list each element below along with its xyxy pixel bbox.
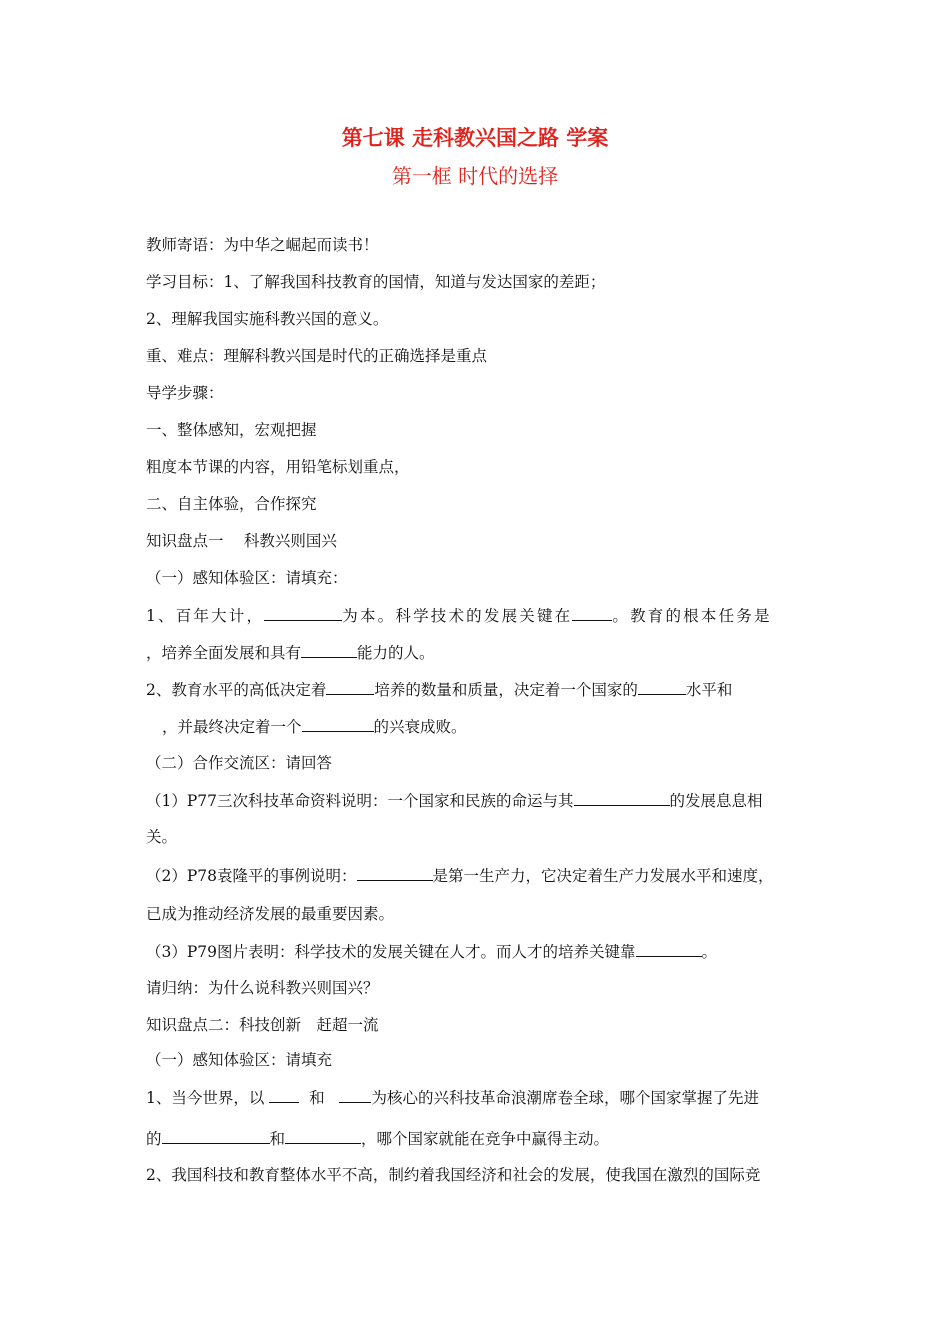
text-span: ，培养全面发展和具有 — [146, 644, 302, 662]
statement-2-line: 2、我国科技和教育整体水平不高，制约着我国经济和社会的发展，使我国在激烈的国际竞 — [146, 1166, 761, 1184]
fill-blank[interactable] — [285, 1127, 361, 1144]
text-span: 的 — [146, 1130, 162, 1148]
knowledge-1-title: 知识盘点一 科教兴则国兴 — [146, 532, 337, 550]
answer-2-line-2: 已成为推动经济发展的最重要因素。 — [146, 905, 395, 923]
statement-1-line-2 — [146, 1127, 822, 1150]
answer-3-line — [146, 940, 822, 963]
goal-line-1: 学习目标：1、了解我国科技教育的国情，知道与发达国家的差距； — [146, 273, 606, 291]
part1-text: 粗度本节课的内容，用铅笔标划重点， — [146, 458, 410, 476]
fill-blank[interactable] — [636, 940, 702, 957]
text-span: ，哪个国家就能在竞争中赢得主动。 — [361, 1130, 610, 1148]
part2-heading: 二、自主体验，合作探究 — [146, 495, 317, 513]
page-subtitle: 第一框 时代的选择 — [391, 164, 559, 188]
text-span: 的兴衰成败。 — [373, 718, 467, 736]
fill-blank[interactable] — [357, 864, 433, 881]
k1-zone1-heading: （一）感知体验区：请填充： — [146, 569, 348, 587]
statement-1-line — [146, 1086, 822, 1109]
goal-line-2: 2、理解我国实施科教兴国的意义。 — [146, 310, 389, 328]
steps-heading: 导学步骤： — [146, 384, 224, 402]
knowledge-2-title: 知识盘点二：科技创新 赶超一流 — [146, 1016, 379, 1034]
answer-1-line — [146, 789, 822, 812]
answer-2-line — [146, 864, 822, 887]
text-span: 。教育的根本任务是 — [612, 607, 772, 625]
text-span: 的发展息息相 — [669, 792, 763, 810]
fill-blank[interactable] — [638, 678, 686, 695]
text-span: 水平和 — [685, 681, 733, 699]
fill-blank[interactable] — [326, 678, 374, 695]
text-span: （2）P78袁隆平的事例说明： — [146, 867, 357, 885]
text-span: 为核心的兴科技革命浪潮席卷全球，哪个国家掌握了先进 — [371, 1089, 759, 1107]
fill-blank[interactable] — [572, 604, 612, 621]
page-title: 第七课 走科教兴国之路 学案 — [341, 126, 609, 150]
question-2-line — [146, 678, 822, 701]
text-span: 和 — [269, 1130, 286, 1148]
text-span: （1）P77三次科技革命资料说明：一个国家和民族的命运与其 — [146, 792, 574, 810]
k1-zone2-heading: （二）合作交流区：请回答 — [146, 754, 333, 772]
fill-blank[interactable] — [264, 604, 342, 621]
text-span: 是第一生产力，它决定着生产力发展水平和速度， — [432, 867, 774, 885]
part1-heading: 一、整体感知，宏观把握 — [146, 421, 317, 439]
question-2-line-2 — [162, 715, 822, 738]
summary-prompt: 请归纳：为什么说科教兴则国兴？ — [146, 979, 379, 997]
fill-blank[interactable] — [162, 1127, 270, 1144]
fill-blank[interactable] — [574, 789, 670, 806]
text-span: 。 — [701, 943, 718, 961]
text-span: 1、百年大计， — [146, 607, 265, 625]
text-span: 为本。科学技术的发展关键在 — [342, 607, 573, 625]
text-span: ，并最终决定着一个 — [162, 718, 302, 736]
fill-blank[interactable] — [301, 641, 357, 658]
motto-line: 教师寄语：为中华之崛起而读书！ — [146, 236, 379, 254]
k2-zone1-heading: （一）感知体验区：请填充 — [146, 1051, 333, 1069]
question-1-line — [146, 604, 822, 627]
question-1-line-2 — [146, 641, 822, 664]
text-span: 2、教育水平的高低决定着 — [146, 681, 327, 699]
text-span: 培养的数量和质量，决定着一个国家的 — [374, 681, 638, 699]
key-points-line: 重、难点：理解科教兴国是时代的正确选择是重点 — [146, 347, 488, 365]
fill-blank[interactable] — [339, 1086, 371, 1103]
fill-blank[interactable] — [269, 1086, 299, 1103]
text-span: 和 — [309, 1089, 325, 1107]
fill-blank[interactable] — [302, 715, 374, 732]
text-span: 1、当今世界，以 — [146, 1089, 265, 1107]
answer-1-line-2: 关。 — [146, 828, 178, 846]
text-span: 能力的人。 — [357, 644, 435, 662]
text-span: （3）P79图片表明：科学技术的发展关键在人才。而人才的培养关键靠 — [146, 943, 636, 961]
